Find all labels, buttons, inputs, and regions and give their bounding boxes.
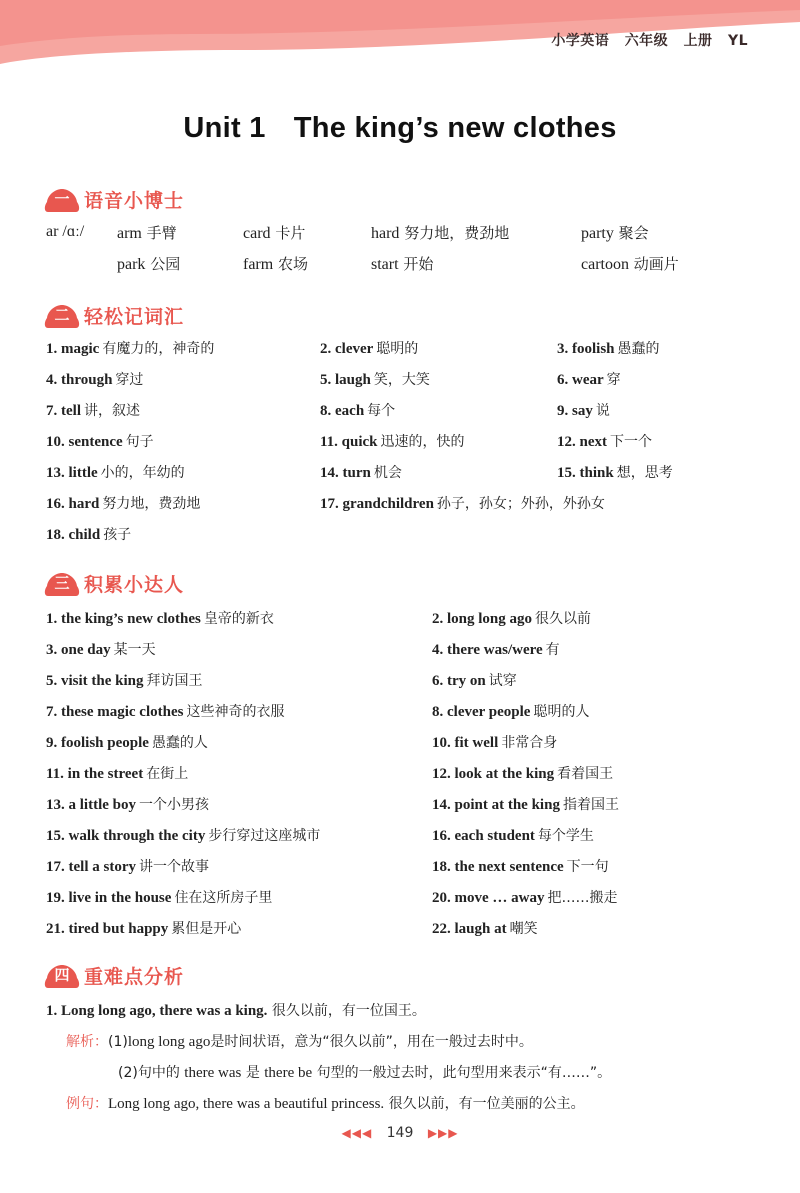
example-label: 例句： — [66, 1096, 108, 1112]
subject-label: 小学英语 — [551, 33, 610, 49]
section-title: 语音小博士 — [84, 189, 185, 212]
phonics-label: ar /ɑː/ — [46, 223, 85, 240]
edition-label: YL — [727, 33, 748, 49]
vocab-item: 13. little 小的，年幼的 — [46, 465, 185, 481]
analysis-label: 解析： — [66, 1034, 108, 1050]
book-info — [541, 30, 748, 50]
unit-number: Unit 1 — [183, 112, 266, 144]
phrase-item: 1. the king’s new clothes 皇帝的新衣 — [46, 611, 274, 627]
analysis-note-2: (2)句中的 there was 是 there be 句型的一般过去时，此句型用来表示“有……”。 — [118, 1065, 612, 1081]
phrase-item: 5. visit the king 拜访国王 — [46, 673, 203, 689]
vocab-item: 12. next 下一个 — [557, 434, 652, 450]
phrase-item: 19. live in the house 住在这所房子里 — [46, 890, 273, 906]
vocab-item: 10. sentence 句子 — [46, 434, 154, 450]
section-badge: 一 — [44, 186, 80, 212]
page-number: 149 — [386, 1125, 414, 1141]
left-arrows-icon: ◀◀◀ — [341, 1126, 373, 1140]
section-header-analysis — [44, 960, 184, 990]
phrase-item: 20. move … away 把……搬走 — [432, 890, 618, 906]
phonics-word: farm 农场 — [243, 255, 308, 273]
section-header-phonics — [44, 184, 184, 214]
vocab-item: 8. each 每个 — [320, 403, 396, 419]
vocab-item: 5. laugh 笑，大笑 — [320, 372, 430, 388]
term-label: 上册 — [683, 33, 713, 49]
phonics-word: park 公园 — [117, 255, 181, 273]
section-title: 轻松记词汇 — [84, 305, 185, 328]
phrase-item: 10. fit well 非常合身 — [432, 735, 558, 751]
vocab-item: 4. through 穿过 — [46, 372, 144, 388]
vocab-item: 18. child 孩子 — [46, 527, 132, 543]
phonics-word: hard 努力地，费劲地 — [371, 224, 510, 242]
phrase-item: 8. clever people 聪明的人 — [432, 704, 590, 720]
vocab-item: 11. quick 迅速的，快的 — [320, 434, 465, 450]
phrase-item: 14. point at the king 指着国王 — [432, 797, 619, 813]
section-title: 重难点分析 — [84, 965, 185, 988]
vocab-item: 9. say 说 — [557, 403, 610, 419]
section-badge: 三 — [44, 570, 80, 596]
page-title — [0, 112, 800, 145]
phrase-item: 12. look at the king 看着国王 — [432, 766, 614, 782]
unit-name: The king’s new clothes — [293, 112, 617, 144]
phrase-item: 17. tell a story 讲一个故事 — [46, 859, 209, 875]
analysis-item: 1. Long long ago, there was a king. 很久以前，有一位国王。 — [46, 1003, 426, 1019]
analysis-note-1: 解析：(1)long long ago是时间状语，意为“很久以前”，用在一般过去时中。 — [66, 1034, 533, 1050]
phrase-item: 2. long long ago 很久以前 — [432, 611, 592, 627]
grade-label: 六年级 — [624, 33, 669, 49]
vocab-item: 7. tell 讲，叙述 — [46, 403, 140, 419]
vocab-item: 2. clever 聪明的 — [320, 341, 419, 357]
phrase-item: 3. one day 某一天 — [46, 642, 156, 658]
phrase-item: 11. in the street 在街上 — [46, 766, 189, 782]
vocab-item: 15. think 想，思考 — [557, 465, 673, 481]
phrase-item: 16. each student 每个学生 — [432, 828, 594, 844]
phrase-item: 15. walk through the city 步行穿过这座城市 — [46, 828, 321, 844]
example-sentence: 例句：Long long ago, there was a beautiful princess. 很久以前，有一位美丽的公主。 — [66, 1096, 585, 1112]
top-banner — [0, 0, 800, 64]
phrase-item: 9. foolish people 愚蠢的人 — [46, 735, 208, 751]
phrase-item: 18. the next sentence 下一句 — [432, 859, 609, 875]
phonics-word: card 卡片 — [243, 224, 306, 242]
vocab-item: 3. foolish 愚蠢的 — [557, 341, 660, 357]
phonics-word: cartoon 动画片 — [581, 255, 679, 273]
vocab-item: 6. wear 穿 — [557, 372, 621, 388]
page-footer — [0, 1125, 800, 1141]
phrase-item: 7. these magic clothes 这些神奇的衣服 — [46, 704, 285, 720]
right-arrows-icon: ▶▶▶ — [427, 1126, 459, 1140]
vocab-item: 17. grandchildren 孙子，孙女；外孙，外孙女 — [320, 496, 605, 512]
phrase-item: 6. try on 试穿 — [432, 673, 517, 689]
phrase-item: 13. a little boy 一个小男孩 — [46, 797, 209, 813]
section-badge: 四 — [44, 962, 80, 988]
phrase-item: 22. laugh at 嘲笑 — [432, 921, 538, 937]
section-header-phrases — [44, 568, 184, 598]
phrase-item: 21. tired but happy 累但是开心 — [46, 921, 242, 937]
phonics-word: start 开始 — [371, 255, 434, 273]
vocab-item: 16. hard 努力地，费劲地 — [46, 496, 201, 512]
phonics-word: arm 手臂 — [117, 224, 177, 242]
section-title: 积累小达人 — [84, 573, 185, 596]
phrase-item: 4. there was/were 有 — [432, 642, 560, 658]
vocab-item: 1. magic 有魔力的，神奇的 — [46, 341, 215, 357]
section-badge: 二 — [44, 302, 80, 328]
phonics-word: party 聚会 — [581, 224, 649, 242]
vocab-item: 14. turn 机会 — [320, 465, 402, 481]
section-header-vocab — [44, 300, 184, 330]
